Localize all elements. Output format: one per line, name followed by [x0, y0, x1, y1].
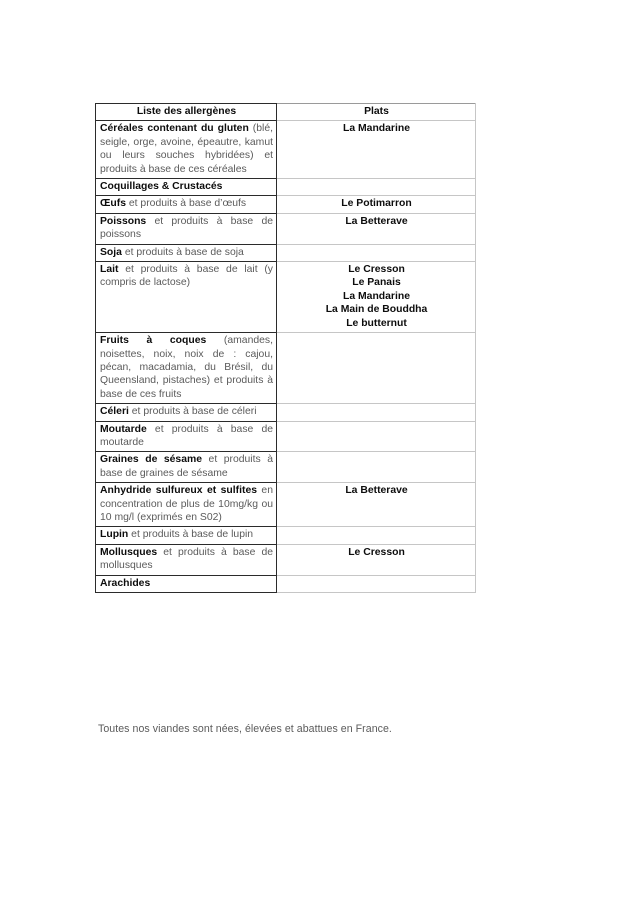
- table-row: [96, 213, 476, 244]
- plats-cell: [277, 421, 476, 452]
- table-row: [96, 483, 476, 527]
- allergen-cell: [96, 527, 277, 544]
- allergen-cell: [96, 196, 277, 213]
- plats-cell: [277, 544, 476, 575]
- plats-cell: [277, 333, 476, 404]
- dish-name: Le Panais: [352, 277, 401, 289]
- allergen-description: et produits à base de poissons: [100, 215, 273, 241]
- table-row: [96, 333, 476, 404]
- column-header-allergen: Liste des allergènes: [96, 104, 277, 121]
- document-body: [95, 103, 475, 593]
- dish-name: La Mandarine: [343, 290, 410, 302]
- dish-name: La Main de Bouddha: [325, 304, 428, 316]
- allergen-description: et produits à base de graines de sésame: [100, 454, 273, 479]
- dish-name: La Mandarine: [343, 123, 410, 135]
- allergen-description: en concentration de plus de 10mg/kg ou 10 mg/l (exprimés en S02): [100, 485, 273, 523]
- plats-cell: [277, 404, 476, 421]
- table-row: [96, 421, 476, 452]
- allergen-name: Graines de sésame: [100, 454, 203, 466]
- plats-cell: [277, 575, 476, 592]
- allergen-description: et produits à base de lupin: [128, 529, 254, 541]
- allergen-name: Céleri: [100, 406, 129, 418]
- plats-cell: [277, 527, 476, 544]
- dish-name: Le Cresson: [348, 264, 405, 276]
- allergen-name: Coquillages & Crustacés: [100, 181, 223, 193]
- allergen-name: Fruits à coques: [100, 335, 207, 347]
- allergen-cell: [96, 575, 277, 592]
- table-row: [96, 244, 476, 261]
- allergen-cell: [96, 333, 277, 404]
- plats-cell: [277, 452, 476, 483]
- plats-cell: [277, 262, 476, 333]
- table-row: [96, 452, 476, 483]
- footnote-text: Toutes nos viandes sont nées, élevées et abattues en France.: [98, 723, 392, 735]
- plats-cell: [277, 121, 476, 179]
- allergen-cell: [96, 483, 277, 527]
- table-row: [96, 262, 476, 333]
- table-row: [96, 575, 476, 592]
- table-row: [96, 527, 476, 544]
- allergen-name: Anhydride sulfureux et sulfites: [100, 485, 258, 497]
- allergen-name: Poissons: [100, 215, 147, 227]
- allergen-cell: [96, 404, 277, 421]
- allergen-cell: [96, 544, 277, 575]
- allergen-name: Œufs: [100, 198, 126, 210]
- allergen-name: Lupin: [100, 529, 129, 541]
- dish-name: La Betterave: [345, 485, 408, 497]
- allergen-name: Moutarde: [100, 423, 147, 435]
- plats-cell: [277, 196, 476, 213]
- table-body: [96, 121, 476, 593]
- allergen-description: (amandes, noisettes, noix, noix de : cajou, pécan, macadamia, du Brésil, du Queensland, pistaches) et produits à base de ces fruits: [100, 335, 273, 400]
- plats-cell: [277, 483, 476, 527]
- column-header-plats: Plats: [277, 104, 476, 121]
- table-row: [96, 121, 476, 179]
- allergen-description: et produits à base de moutarde: [100, 423, 273, 448]
- allergen-description: et produits à base de soja: [121, 246, 244, 258]
- allergen-cell: [96, 421, 277, 452]
- allergen-name: Soja: [100, 246, 122, 258]
- allergen-name: Mollusques: [100, 546, 158, 558]
- table-header-row: [96, 104, 476, 121]
- allergen-cell: [96, 121, 277, 179]
- plats-cell: [277, 244, 476, 261]
- table-row: [96, 196, 476, 213]
- allergen-description: et produits à base de lait (y compris de lactose): [100, 264, 273, 289]
- dish-name: Le Potimarron: [341, 198, 412, 210]
- allergen-cell: [96, 244, 277, 261]
- allergen-description: (blé, seigle, orge, avoine, épeautre, kamut ou leurs souches hybridées) et produits à base de ces céréales: [100, 123, 273, 175]
- allergen-cell: [96, 213, 277, 244]
- dish-name: Le Cresson: [348, 546, 405, 558]
- allergen-name: Arachides: [100, 577, 151, 589]
- table-header: [96, 104, 476, 121]
- table-row: [96, 179, 476, 196]
- allergen-cell: [96, 262, 277, 333]
- table-row: [96, 404, 476, 421]
- plats-cell: [277, 213, 476, 244]
- allergen-name: Lait: [100, 264, 119, 276]
- allergen-table: [95, 103, 476, 593]
- allergen-description: et produits à base de céleri: [128, 406, 257, 418]
- allergen-name: Céréales contenant du gluten: [100, 123, 249, 135]
- allergen-cell: [96, 452, 277, 483]
- table-row: [96, 544, 476, 575]
- plats-cell: [277, 179, 476, 196]
- allergen-cell: [96, 179, 277, 196]
- allergen-description: et produits à base d’œufs: [125, 198, 247, 210]
- allergen-description: et produits à base de mollusques: [100, 546, 273, 572]
- dish-name: La Betterave: [345, 215, 408, 227]
- dish-name: Le butternut: [346, 317, 407, 329]
